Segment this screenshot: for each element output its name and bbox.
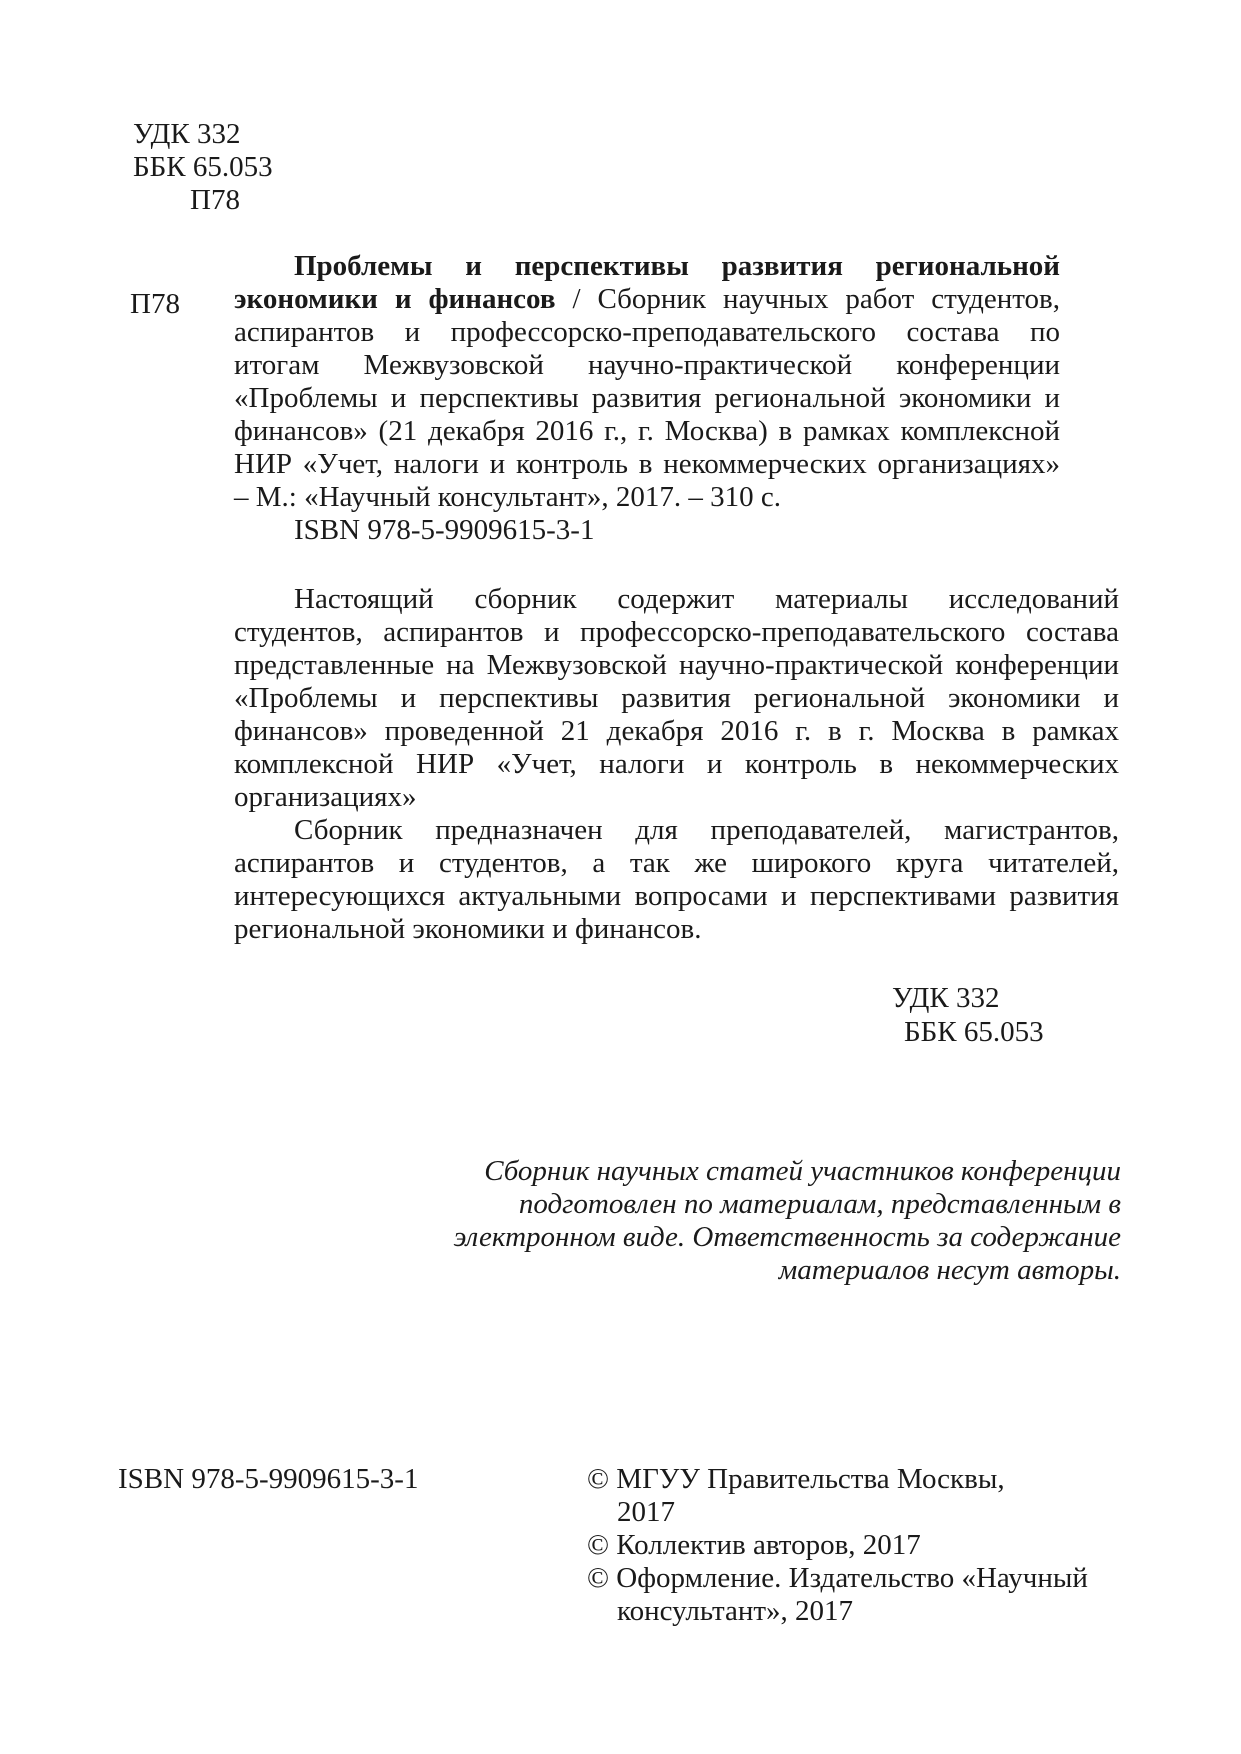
bib-line4: итогам Межвузовской научно-практической конференции [234,349,1060,381]
annotation-p2-l1: Сборник предназначен для преподавателей, магистрантов, [294,814,1119,846]
annotation-p1-l6: комплексной НИР «Учет, налоги и контроль в некоммерческих [234,748,1119,780]
annotation-p1-l2: студентов, аспирантов и профессорско-преподавательского состава [234,616,1119,648]
bibliographic-mark: П78 [130,288,180,320]
copyright-mguu-year: 2017 [617,1496,675,1528]
notice-l1: Сборник научных статей участников конференции [484,1155,1121,1187]
annotation-p2-l3: интересующихся актуальными вопросами и перспективами развития [234,880,1119,912]
bib-line2-rest: / Сборник научных работ студентов, [555,283,1060,315]
annotation-p1-l3: представленные на Межвузовской научно-практической конференции [234,649,1119,681]
book-title-line1: Проблемы и перспективы развития региональной [294,250,1060,282]
copyright-authors: © Коллектив авторов, 2017 [587,1529,921,1561]
annotation [234,583,1119,946]
footer-isbn: ISBN 978-5-9909615-3-1 [118,1463,419,1495]
copyright-block [587,1463,1088,1628]
author-mark: П78 [190,184,240,216]
copyright-mguu: © МГУУ Правительства Москвы, [587,1463,1005,1495]
bib-line7: НИР «Учет, налоги и контроль в некоммерческих организациях» [234,448,1060,480]
book-title-line2: экономики и финансов [234,283,556,315]
bbk-code: ББК 65.053 [133,151,273,183]
bbk-code-bottom: ББК 65.053 [904,1016,1044,1048]
notice-l4: материалов несут авторы. [778,1254,1121,1286]
copyright-design-cont: консультант», 2017 [617,1595,854,1627]
bib-isbn: ISBN 978-5-9909615-3-1 [294,514,595,546]
bib-line6: финансов» (21 декабря 2016 г., г. Москва) в рамках комплексной [234,415,1060,447]
udk-code-bottom: УДК 332 [892,982,1000,1014]
annotation-p2-l2: аспирантов и студентов, а так же широкого круга читателей, [234,847,1119,879]
bib-line5: «Проблемы и перспективы развития региональной экономики и [234,382,1060,414]
bib-line3: аспирантов и профессорско-преподавательского состава по [234,316,1060,348]
annotation-p1-l5: финансов» проведенной 21 декабря 2016 г. в г. Москва в рамках [234,715,1119,747]
annotation-p1-l7: организациях» [234,781,417,813]
udk-code: УДК 332 [133,118,241,150]
annotation-p1-l4: «Проблемы и перспективы развития региональной экономики и [234,682,1119,714]
annotation-p2-l4: региональной экономики и финансов. [234,913,702,945]
annotation-p1-l1: Настоящий сборник содержит материалы исследований [294,583,1119,615]
bibliographic-entry [234,250,1060,547]
notice-l3: электронном виде. Ответственность за содержание [453,1221,1121,1253]
copyright-design: © Оформление. Издательство «Научный [587,1562,1088,1594]
notice-l2: подготовлен по материалам, представленным в [518,1188,1121,1220]
responsibility-notice [421,1155,1121,1287]
bib-line8: – М.: «Научный консультант», 2017. – 310 с. [234,481,781,513]
